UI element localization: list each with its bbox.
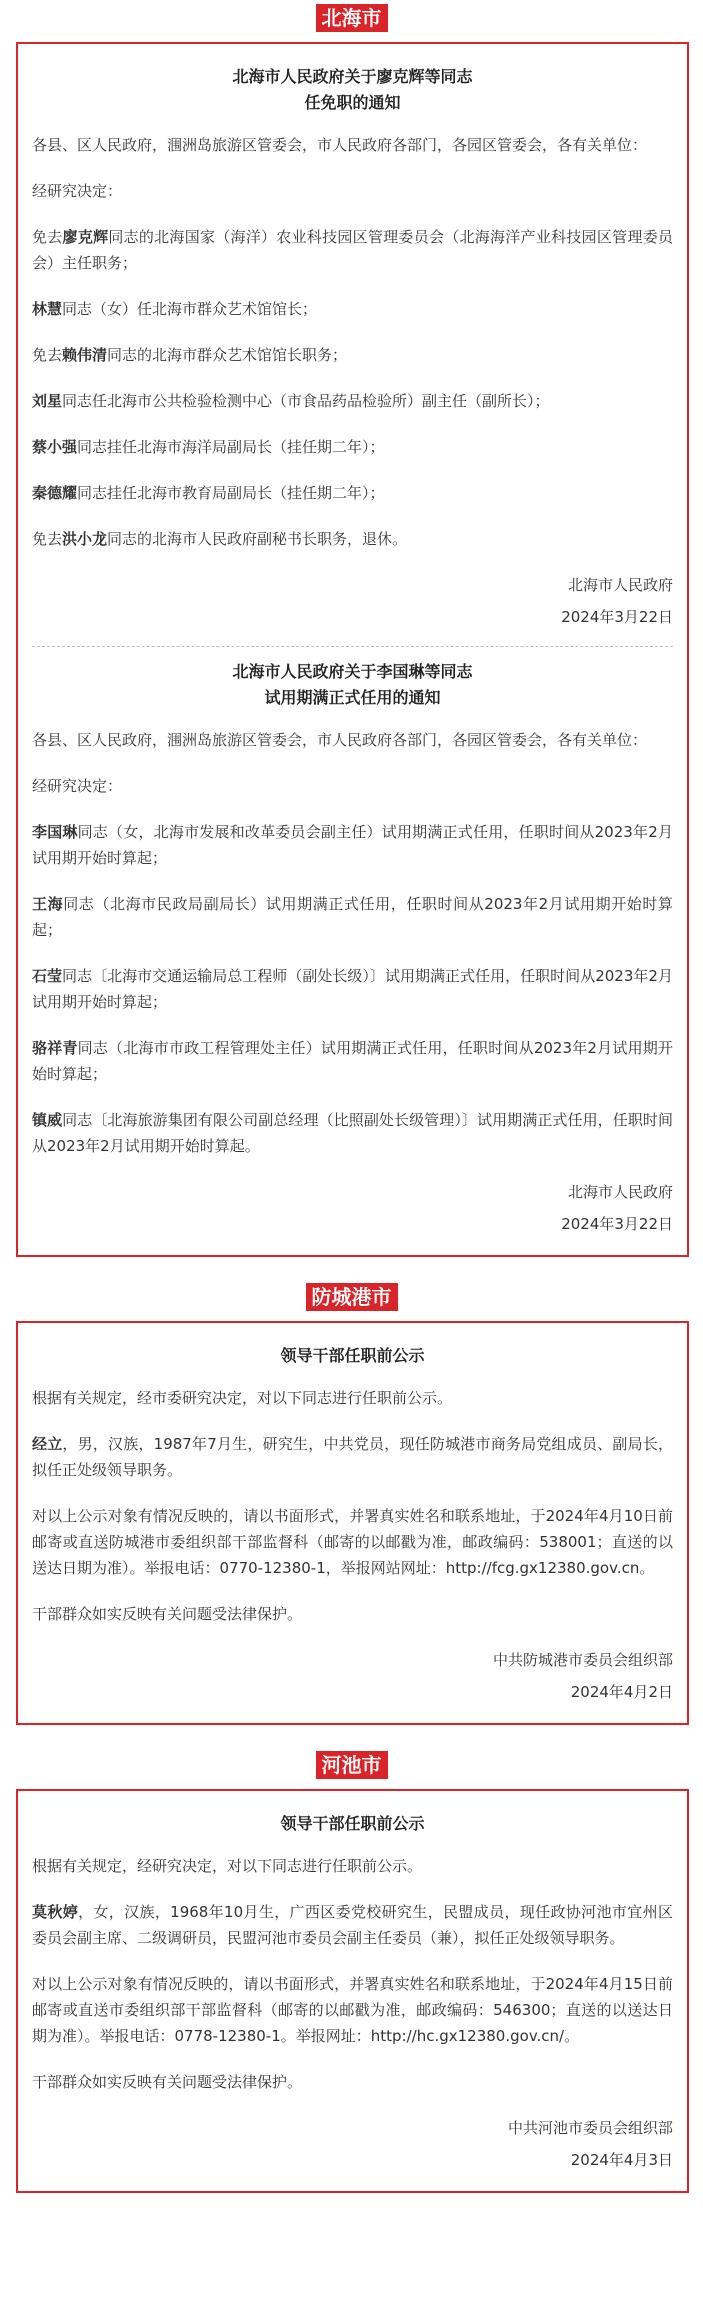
doc-title: 领导干部任职前公示 [280, 1814, 425, 1833]
person-name: 石莹 [32, 967, 63, 985]
divider [32, 646, 673, 647]
appointment-item: 蔡小强同志挂任北海市海洋局副局长（挂任期二年）； [32, 438, 385, 456]
appointment-item: 免去廖克辉同志的北海国家（海洋）农业科技园区管理委员会（北海海洋产业科技园区管理委员会）主任职务； [32, 228, 673, 272]
appointment-item: 免去洪小龙同志的北海市人民政府副秘书长职务，退休。 [32, 530, 408, 548]
section-tag-beihai [0, 2, 703, 36]
person-name: 李国琳 [32, 823, 78, 841]
person-name: 王海 [32, 895, 64, 913]
signer: 北海市人民政府 [567, 576, 673, 594]
appointment-item: 镇威同志〔北海旅游集团有限公司副总经理（比照副处长级管理）〕试用期满正式任用，任职时间从2023年2月试用期开始时算起。 [32, 1111, 673, 1155]
paragraph: 根据有关规定，经市委研究决定，对以下同志进行任职前公示。 [32, 1389, 453, 1407]
date: 2024年4月3日 [570, 2151, 673, 2169]
appointment-item: 李国琳同志（女，北海市发展和改革委员会副主任）试用期满正式任用，任职时间从2023年2月试用期开始时算起； [32, 823, 673, 867]
person-name: 经立 [32, 1435, 63, 1453]
person-name: 刘星 [32, 392, 63, 410]
section-tag-label: 防城港市 [306, 1283, 398, 1311]
fangchenggang-notice-box [16, 1321, 689, 1725]
person-name: 洪小龙 [62, 530, 108, 548]
section-tag-label: 河池市 [316, 1751, 388, 1779]
person-name: 赖伟清 [62, 346, 108, 364]
appointment-item: 骆祥青同志（北海市市政工程管理处主任）试用期满正式任用，任职时间从2023年2月试用期开始时算起； [32, 1039, 673, 1083]
paragraph: 各县、区人民政府，涠洲岛旅游区管委会，市人民政府各部门，各园区管委会，各有关单位： [32, 731, 648, 749]
candidate-item: 莫秋婷，女，汉族，1968年10月生，广西区委党校研究生，民盟成员，现任政协河池市宜州区委员会副主席、二级调研员，民盟河池市委员会副主任委员（兼），拟任正处级领导职务。 [32, 1903, 673, 1947]
appointment-item: 林慧同志（女）任北海市群众艺术馆馆长； [32, 300, 318, 318]
date: 2024年3月22日 [561, 1215, 673, 1233]
paragraph: 对以上公示对象有情况反映的，请以书面形式，并署真实姓名和联系地址，于2024年4月15日前邮寄或直送市委组织部干部监督科（邮寄的以邮戳为准，邮政编码：546300；直送的以送达日期为准）。举报电话：0778-12380-1。举报网址：http://hc.gx12380.gov.cn/。 [32, 1975, 673, 2045]
signer: 中共防城港市委员会组织部 [492, 1651, 673, 1669]
appointment-item: 刘星同志任北海市公共检验检测中心（市食品药品检验所）副主任（副所长）； [32, 392, 550, 410]
paragraph: 干部群众如实反映有关问题受法律保护。 [32, 1605, 303, 1623]
paragraph: 根据有关规定，经研究决定，对以下同志进行任职前公示。 [32, 1857, 423, 1875]
appointment-item: 秦德耀同志挂任北海市教育局副局长（挂任期二年）； [32, 484, 385, 502]
section-tag-fangchenggang [0, 1281, 703, 1315]
person-name: 镇威 [32, 1111, 63, 1129]
hechi-notice-box [16, 1789, 689, 2193]
person-name: 秦德耀 [32, 484, 78, 502]
beihai-notice-box [16, 42, 689, 1257]
doc-title: 北海市人民政府关于李国琳等同志 试用期满正式任用的通知 [232, 662, 473, 707]
signer: 中共河池市委员会组织部 [507, 2119, 673, 2137]
person-name: 林慧 [32, 300, 63, 318]
section-tag-hechi [0, 1749, 703, 1783]
doc-title: 领导干部任职前公示 [280, 1346, 425, 1365]
paragraph: 各县、区人民政府，涠洲岛旅游区管委会，市人民政府各部门，各园区管委会，各有关单位： [32, 136, 648, 154]
paragraph: 经研究决定： [32, 182, 123, 200]
appointment-item: 王海同志（北海市民政局副局长）试用期满正式任用，任职时间从2023年2月试用期开始时算起； [32, 895, 673, 939]
doc-title: 北海市人民政府关于廖克辉等同志 任免职的通知 [232, 67, 473, 112]
appointment-item: 免去赖伟清同志的北海市群众艺术馆馆长职务； [32, 346, 348, 364]
date: 2024年3月22日 [561, 608, 673, 626]
person-name: 蔡小强 [32, 438, 78, 456]
section-tag-label: 北海市 [316, 4, 388, 32]
paragraph: 经研究决定： [32, 777, 123, 795]
paragraph: 对以上公示对象有情况反映的，请以书面形式，并署真实姓名和联系地址，于2024年4月10日前邮寄或直送防城港市委组织部干部监督科（邮寄的以邮戳为准，邮政编码：538001；直送的以送达日期为准）。举报电话：0770-12380-1，举报网站网址：http://fcg.gx12380.gov.cn。 [32, 1507, 673, 1577]
signer: 北海市人民政府 [567, 1183, 673, 1201]
appointment-item: 石莹同志〔北海市交通运输局总工程师（副处长级）〕试用期满正式任用，任职时间从2023年2月试用期开始时算起； [32, 967, 673, 1011]
person-name: 廖克辉 [62, 228, 109, 246]
candidate-item: 经立，男，汉族，1987年7月生，研究生，中共党员，现任防城港市商务局党组成员、副局长，拟任正处级领导职务。 [32, 1435, 673, 1479]
date: 2024年4月2日 [570, 1683, 673, 1701]
paragraph: 干部群众如实反映有关问题受法律保护。 [32, 2073, 303, 2091]
person-name: 莫秋婷 [32, 1903, 79, 1921]
person-name: 骆祥青 [32, 1039, 78, 1057]
